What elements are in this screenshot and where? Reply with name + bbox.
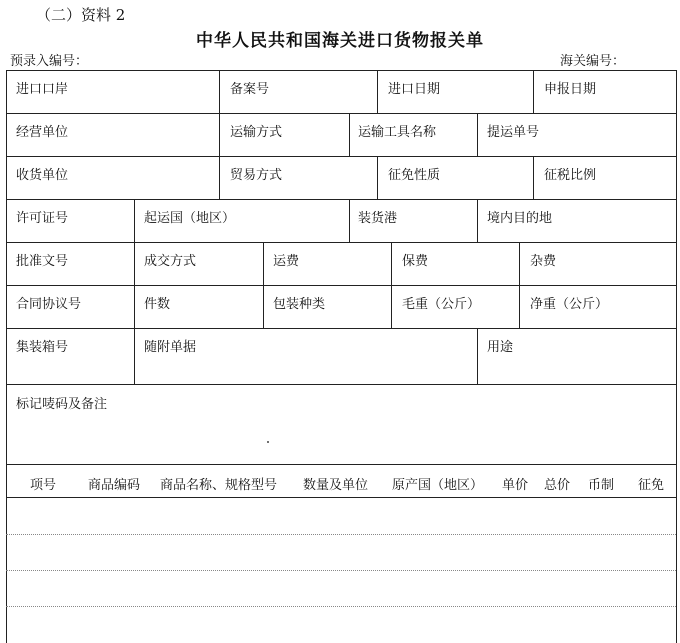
cell-divider — [477, 113, 478, 156]
field-trade-mode[interactable]: 贸易方式 — [230, 168, 283, 183]
goods-col-origin-country: 原产国（地区） — [392, 478, 484, 493]
row-divider — [6, 384, 676, 385]
field-consignee[interactable]: 收货单位 — [16, 168, 69, 183]
cell-divider — [134, 199, 135, 242]
field-record-no[interactable]: 备案号 — [230, 82, 270, 97]
row-divider — [6, 199, 676, 200]
field-import-port[interactable]: 进口口岸 — [16, 82, 69, 97]
field-insurance[interactable]: 保费 — [402, 254, 429, 269]
field-attached-documents[interactable]: 随附单据 — [144, 340, 197, 355]
goods-col-levy-exemption: 征免 — [638, 478, 665, 493]
field-license-no[interactable]: 许可证号 — [16, 211, 69, 226]
row-divider — [6, 328, 676, 329]
field-bill-of-lading[interactable]: 提运单号 — [487, 125, 540, 140]
cell-divider — [377, 70, 378, 113]
cell-divider — [134, 242, 135, 328]
goods-col-total-price: 总价 — [544, 478, 571, 493]
goods-entry-line — [6, 570, 676, 571]
stray-mark — [267, 441, 269, 443]
row-divider — [6, 242, 676, 243]
field-levy-nature[interactable]: 征免性质 — [388, 168, 441, 183]
field-gross-weight[interactable]: 毛重（公斤） — [402, 297, 481, 312]
goods-col-item-no: 项号 — [30, 478, 57, 493]
row-divider — [6, 497, 676, 498]
field-marks-and-remarks[interactable]: 标记唛码及备注 — [16, 397, 108, 412]
goods-col-unit-price: 单价 — [502, 478, 529, 493]
cell-divider — [533, 156, 534, 199]
field-contract-no[interactable]: 合同协议号 — [16, 297, 82, 312]
form-top-border — [6, 70, 676, 71]
row-divider — [6, 113, 676, 114]
row-divider — [6, 285, 676, 286]
field-transport-mode[interactable]: 运输方式 — [230, 125, 283, 140]
field-origin-country[interactable]: 起运国（地区） — [144, 211, 236, 226]
cell-divider — [519, 242, 520, 328]
cell-divider — [477, 199, 478, 242]
field-package-type[interactable]: 包装种类 — [273, 297, 326, 312]
cell-divider — [219, 113, 220, 156]
field-container-no[interactable]: 集装箱号 — [16, 340, 69, 355]
pre-entry-no-label: 预录入编号： — [10, 54, 89, 69]
field-package-count[interactable]: 件数 — [144, 297, 171, 312]
goods-entry-line — [6, 606, 676, 607]
row-divider — [6, 156, 676, 157]
goods-col-commodity-code: 商品编码 — [88, 478, 141, 493]
field-business-unit[interactable]: 经营单位 — [16, 125, 69, 140]
cell-divider — [349, 113, 350, 156]
cell-divider — [349, 199, 350, 242]
cell-divider — [533, 70, 534, 113]
field-misc-charges[interactable]: 杂费 — [530, 254, 557, 269]
goods-col-currency: 币制 — [588, 478, 615, 493]
section-label: （二）资料 2 — [36, 6, 126, 24]
goods-col-name-spec: 商品名称、规格型号 — [160, 478, 278, 493]
field-conveyance-name[interactable]: 运输工具名称 — [358, 125, 437, 140]
field-usage[interactable]: 用途 — [487, 340, 514, 355]
cell-divider — [219, 70, 220, 113]
field-net-weight[interactable]: 净重（公斤） — [530, 297, 609, 312]
goods-col-quantity-unit: 数量及单位 — [303, 478, 369, 493]
cell-divider — [263, 242, 264, 328]
field-import-date[interactable]: 进口日期 — [388, 82, 441, 97]
form-title: 中华人民共和国海关进口货物报关单 — [196, 31, 484, 51]
cell-divider — [377, 156, 378, 199]
row-divider — [6, 464, 676, 465]
goods-entry-line — [6, 534, 676, 535]
field-freight[interactable]: 运费 — [273, 254, 300, 269]
cell-divider — [134, 328, 135, 384]
field-declaration-date[interactable]: 申报日期 — [544, 82, 597, 97]
cell-divider — [219, 156, 220, 199]
cell-divider — [391, 242, 392, 328]
field-domestic-destination[interactable]: 境内目的地 — [487, 211, 553, 226]
customs-no-label: 海关编号： — [560, 54, 626, 69]
cell-divider — [477, 328, 478, 384]
field-approval-no[interactable]: 批准文号 — [16, 254, 69, 269]
field-transaction-mode[interactable]: 成交方式 — [144, 254, 197, 269]
field-loading-port[interactable]: 装货港 — [358, 211, 398, 226]
field-tax-ratio[interactable]: 征税比例 — [544, 168, 597, 183]
form-right-border — [676, 70, 677, 643]
